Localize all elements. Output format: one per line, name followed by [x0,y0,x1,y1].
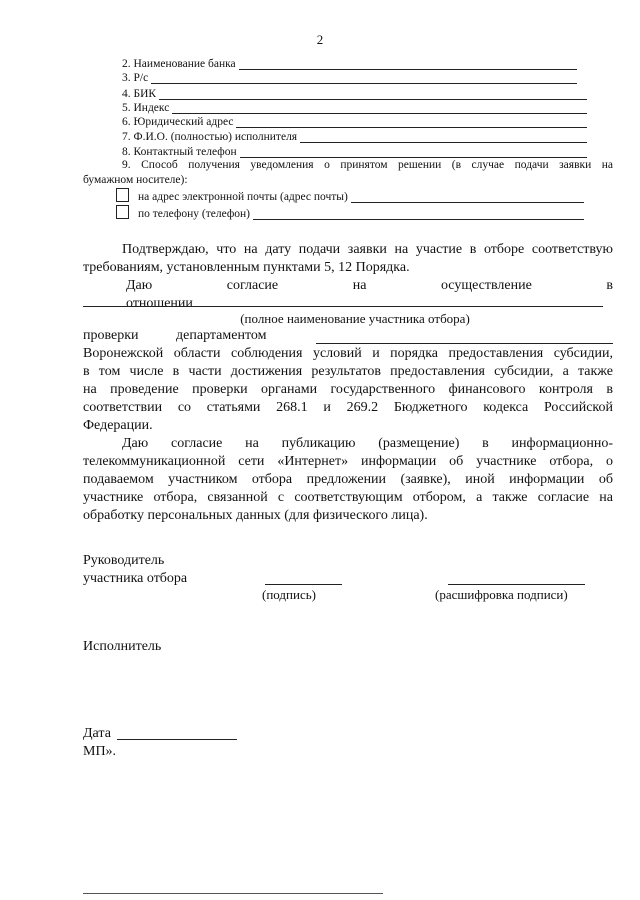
consent1-line1: Даю согласие на осуществление в отношении [126,278,613,311]
phone-checkbox[interactable] [116,205,129,219]
consent1-text: в том числе в части достижения результатов предоставления субсидии, а также [83,364,613,379]
consent1-text: соответствии со статьями 268.1 и 269.2 Бюджетного кодекса Российской [83,400,613,415]
notification-text-line2: бумажном носителе): [83,174,188,186]
field-bank-name[interactable] [122,56,577,70]
consent1-line3-left: проверки департаментом [83,328,267,343]
field-label: 8. Контактный телефон [122,146,237,158]
field-executor-name[interactable] [122,129,587,143]
participant-name-caption: (полное наименование участника отбора) [240,311,470,326]
field-phone[interactable] [122,144,587,158]
field-line[interactable] [236,117,587,128]
signature-caption: (подпись) [262,587,316,602]
option-email[interactable] [138,189,584,203]
field-line[interactable] [159,89,587,100]
executor-label: Исполнитель [83,639,162,654]
signature-role-line2: участника отбора [83,571,188,586]
signature-decode-line[interactable] [448,584,585,585]
consent2-text: обработку персональных данных (для физического лица). [83,508,428,523]
field-index[interactable] [122,100,587,114]
participant-name-line[interactable] [83,306,603,307]
footer-divider [83,893,383,894]
field-label: 3. Р/с [122,72,149,84]
consent1-text: Федерации. [83,418,153,433]
consent2-text: участнике отбора, связанной с соответствующим отбором, а также согласие на [83,490,613,505]
confirm-line1: Подтверждаю, что на дату подачи заявки на участие в отборе соответствую [122,242,613,257]
field-label: 5. Индекс [122,102,170,114]
date-label: Дата [83,726,111,741]
consent1-text: Воронежской области соблюдения условий и порядка предоставления субсидии, [83,346,613,361]
consent2-text: телекоммуникационной сети «Интернет» информации об участнике отбора, о [83,454,613,469]
field-bik[interactable] [122,86,587,100]
phone-line[interactable] [253,209,584,220]
consent2-text: Даю согласие на публикацию (размещение) в информационно- [122,436,613,451]
field-label: 6. Юридический адрес [122,116,234,128]
page-number: 2 [316,32,324,47]
department-line[interactable] [316,343,613,344]
field-account[interactable] [122,70,577,84]
stamp-label: МП». [83,744,117,759]
consent2-text: подаваемом участником отбора предложении (заявке), иной информации об [83,472,613,487]
signature-role-line1: Руководитель [83,553,165,568]
email-checkbox[interactable] [116,188,129,202]
confirm-line2: требованиям, установленным пунктами 5, 12 Порядка. [83,260,410,275]
email-line[interactable] [351,192,584,203]
notification-text-line1: 9. Способ получения уведомления о принятом решении (в случае подачи заявки на [122,159,613,171]
option-label: по телефону (телефон) [138,208,251,220]
signature-line[interactable] [265,584,342,585]
field-line[interactable] [151,73,577,84]
field-line[interactable] [172,103,587,114]
field-label: 7. Ф.И.О. (полностью) исполнителя [122,131,298,143]
option-phone[interactable] [138,206,584,220]
field-line[interactable] [300,132,587,143]
field-line[interactable] [239,59,577,70]
option-label: на адрес электронной почты (адрес почты) [138,191,348,203]
field-legal-address[interactable] [122,114,587,128]
date-line[interactable] [117,739,237,740]
consent1-text: на проведение проверки органами государственного финансового контроля в [83,382,613,397]
field-label: 2. Наименование банка [122,58,236,70]
field-label: 4. БИК [122,88,157,100]
signature-decode-caption: (расшифровка подписи) [435,587,568,602]
field-line[interactable] [240,147,587,158]
